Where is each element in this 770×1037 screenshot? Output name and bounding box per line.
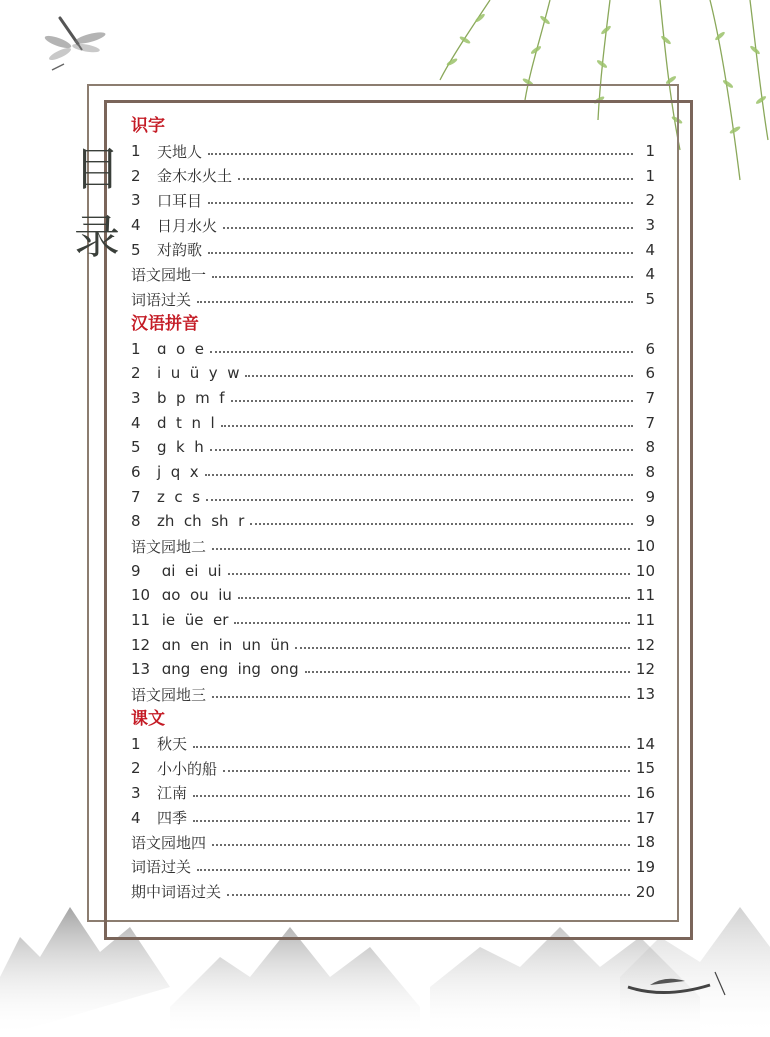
dot-leader [212,844,630,846]
dot-leader [193,795,630,797]
entry-label: 词语过关 [131,290,192,309]
entry-label: g k h [157,438,204,457]
toc-entry[interactable] [131,188,655,213]
entry-number: 6 [131,462,141,481]
toc-entry[interactable] [131,361,655,386]
page-number: 4 [645,265,655,284]
toc-entry[interactable] [131,583,655,608]
toc-entry[interactable] [131,163,655,188]
page-number: 10 [635,561,655,580]
entry-label: ie üe er [157,611,229,630]
toc-entry[interactable] [131,213,655,238]
page-number: 7 [645,413,655,432]
entry-label: ɑng eng ing ong [157,660,299,679]
dot-leader [212,276,633,278]
entry-number: 9 [131,561,141,580]
entry-label: 语文园地三 [131,685,207,704]
entry-number: 8 [131,512,141,531]
dot-leader [197,301,633,303]
toc-entry[interactable] [131,534,655,559]
page-number: 8 [645,462,655,481]
page-number: 5 [645,290,655,309]
entry-label: 金木水火土 [157,167,233,186]
toc-entry[interactable] [131,509,655,534]
entry-number: 4 [131,216,141,235]
page-number: 15 [635,759,655,778]
page-number: 13 [635,685,655,704]
toc-entry[interactable] [131,805,655,830]
dot-leader [245,375,633,377]
dot-leader [205,474,633,476]
dot-leader [223,227,633,229]
toc-entry[interactable] [131,287,655,312]
page-number: 9 [645,512,655,531]
entry-number: 7 [131,487,141,506]
entry-label: 江南 [157,784,188,803]
dot-leader [250,523,633,525]
toc-entry[interactable] [131,262,655,287]
dot-leader [193,820,630,822]
dot-leader [295,647,630,649]
page-number: 17 [635,808,655,827]
toc-entry[interactable] [131,558,655,583]
entry-label: ɑi ei ui [157,561,222,580]
dot-leader [208,202,633,204]
section-title: 课文 [131,708,165,729]
dot-leader [238,597,630,599]
dot-leader [208,153,633,155]
entry-number: 5 [131,438,141,457]
page-number: 10 [635,537,655,556]
entry-number: 2 [131,364,141,383]
toc-entry[interactable] [131,237,655,262]
entry-number: 1 [131,734,141,753]
page-number: 14 [635,734,655,753]
page-number: 8 [645,438,655,457]
dot-leader [221,425,633,427]
entry-label: 秋天 [157,735,188,754]
entry-label: 词语过关 [131,858,192,877]
entry-label: d t n l [157,413,215,432]
entry-label: j q x [157,462,199,481]
entry-label: zh ch sh r [157,512,245,531]
page-number: 11 [635,611,655,630]
entry-number: 3 [131,783,141,802]
page-number: 11 [635,586,655,605]
toc-entry[interactable] [131,410,655,435]
toc-entry[interactable] [131,139,655,164]
entry-label: 语文园地一 [131,265,207,284]
dot-leader [238,178,633,180]
entry-number: 12 [131,635,151,654]
toc-entry[interactable] [131,386,655,411]
entry-label: 日月水火 [157,216,218,235]
toc-entry[interactable] [131,731,655,756]
entry-number: 1 [131,142,141,161]
entry-label: z c s [157,487,201,506]
entry-label: 四季 [157,809,188,828]
toc-entry[interactable] [131,756,655,781]
entry-number: 5 [131,240,141,259]
entry-label: b p m f [157,388,225,407]
dot-leader [228,573,630,575]
page-number: 12 [635,635,655,654]
section-title: 识字 [131,116,165,136]
entry-number: 13 [131,660,151,679]
page-number: 1 [645,166,655,185]
page-number: 3 [645,216,655,235]
dot-leader [208,252,633,254]
entry-number: 1 [131,339,141,358]
entry-label: 对韵歌 [157,241,203,260]
dot-leader [305,671,630,673]
toc-entry[interactable] [131,682,655,707]
section-title: 汉语拼音 [131,313,199,334]
entry-number: 4 [131,413,141,432]
toc-entry[interactable] [131,855,655,880]
entry-label: 期中词语过关 [131,883,222,902]
page-number: 19 [635,857,655,876]
dot-leader [193,746,630,748]
entry-number: 2 [131,166,141,185]
entry-label: 天地人 [157,142,203,161]
dot-leader [212,548,630,550]
entry-label: ɑo ou iu [157,586,232,605]
toc-entry[interactable] [131,336,655,361]
entry-label: 语文园地二 [131,537,207,556]
page-number: 6 [645,364,655,383]
entry-label: 小小的船 [157,759,218,778]
entry-number: 3 [131,191,141,210]
entry-label: ɑ o e [157,339,204,358]
toc-entry[interactable] [131,657,655,682]
toc-entry[interactable] [131,632,655,657]
title-char-mu: 目 [74,142,120,196]
page-number: 18 [635,833,655,852]
entry-label: 语文园地四 [131,833,207,852]
dot-leader [212,696,630,698]
toc-entry[interactable] [131,435,655,460]
dot-leader [210,449,633,451]
dragonfly-illustration [38,12,108,72]
dot-leader [210,351,633,353]
title-char-lu: 录 [74,210,120,264]
table-of-contents [131,114,655,904]
entry-number: 3 [131,388,141,407]
entry-number: 4 [131,808,141,827]
entry-number: 11 [131,611,151,630]
page-number: 4 [645,240,655,259]
page-number: 6 [645,339,655,358]
toc-entry[interactable] [131,460,655,485]
dot-leader [197,869,630,871]
entry-label: ɑn en in un ün [157,635,290,654]
entry-label: 口耳目 [157,191,203,210]
page-number: 2 [645,191,655,210]
entry-number: 10 [131,586,151,605]
page-number: 9 [645,487,655,506]
toc-entry[interactable] [131,830,655,855]
page-number: 16 [635,783,655,802]
toc-entry[interactable] [131,484,655,509]
toc-entry[interactable] [131,608,655,633]
page-number: 20 [635,882,655,901]
dot-leader [223,770,630,772]
entry-number: 2 [131,759,141,778]
page-number: 7 [645,388,655,407]
dot-leader [234,622,630,624]
dot-leader [231,400,633,402]
dot-leader [206,499,633,501]
toc-entry[interactable] [131,879,655,904]
entry-label: i u ü y w [157,364,240,383]
toc-entry[interactable] [131,781,655,806]
dot-leader [227,894,630,896]
page-number: 12 [635,660,655,679]
page-number: 1 [645,142,655,161]
